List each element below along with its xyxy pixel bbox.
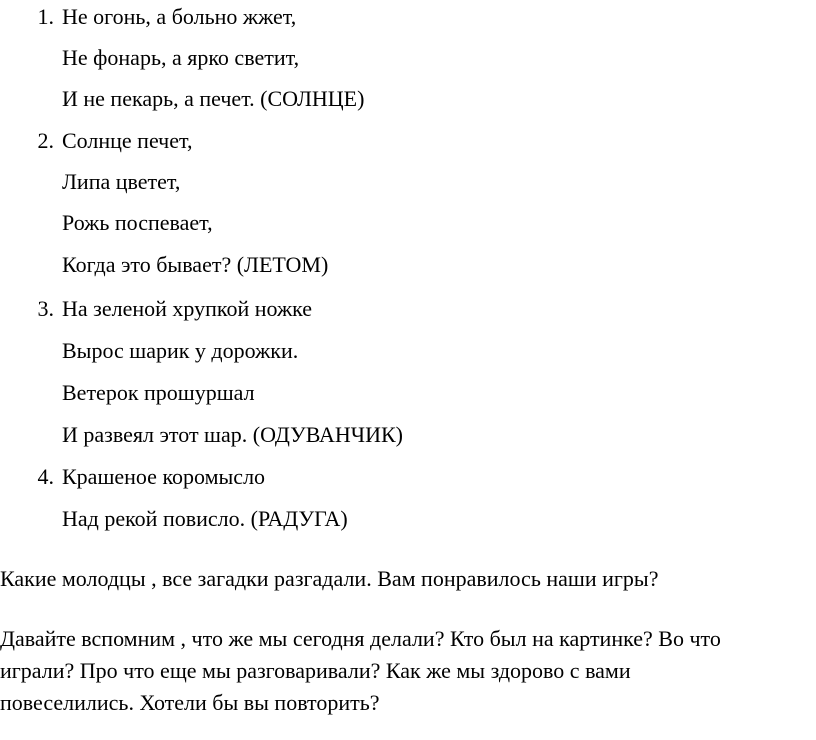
- summary-paragraph-line: играли? Про что еще мы разговаривали? Как же мы здорово с вами: [0, 658, 631, 683]
- riddle-3: [0, 297, 816, 321]
- riddle-2: [0, 129, 816, 153]
- closing-paragraph: Какие молодцы , все загадки разгадали. Вам понравилось наши игры?: [0, 566, 659, 591]
- riddle-number: 4.: [37, 464, 54, 489]
- riddle-line: Липа цветет,: [62, 169, 181, 194]
- riddle-line: Когда это бывает? (ЛЕТОМ): [62, 252, 329, 277]
- summary-paragraph-line: повеселились. Хотели бы вы повторить?: [0, 690, 380, 715]
- summary-paragraph-line: Давайте вспомним , что же мы сегодня делали? Кто был на картинке? Во что: [0, 626, 721, 651]
- riddle-number: 3.: [37, 296, 54, 321]
- riddle-line: Вырос шарик у дорожки.: [62, 338, 299, 363]
- riddle-line: Крашеное коромысло: [62, 464, 266, 489]
- riddle-number: 2.: [37, 128, 54, 153]
- riddle-line: Солнце печет,: [62, 128, 193, 153]
- riddle-line: Не фонарь, а ярко светит,: [62, 45, 300, 70]
- riddle-line: И не пекарь, а печет. (СОЛНЦЕ): [62, 86, 365, 111]
- riddle-4: [0, 465, 816, 489]
- riddle-line: Ветерок прошуршал: [62, 380, 255, 405]
- riddle-1: [0, 5, 816, 29]
- riddle-number: 1.: [37, 4, 54, 29]
- riddle-line: Не огонь, а больно жжет,: [62, 4, 297, 29]
- riddle-line: И развеял этот шар. (ОДУВАНЧИК): [62, 422, 403, 447]
- riddle-line: На зеленой хрупкой ножке: [62, 296, 313, 321]
- riddle-line: Рожь поспевает,: [62, 210, 213, 235]
- riddle-line: Над рекой повисло. (РАДУГА): [62, 506, 348, 531]
